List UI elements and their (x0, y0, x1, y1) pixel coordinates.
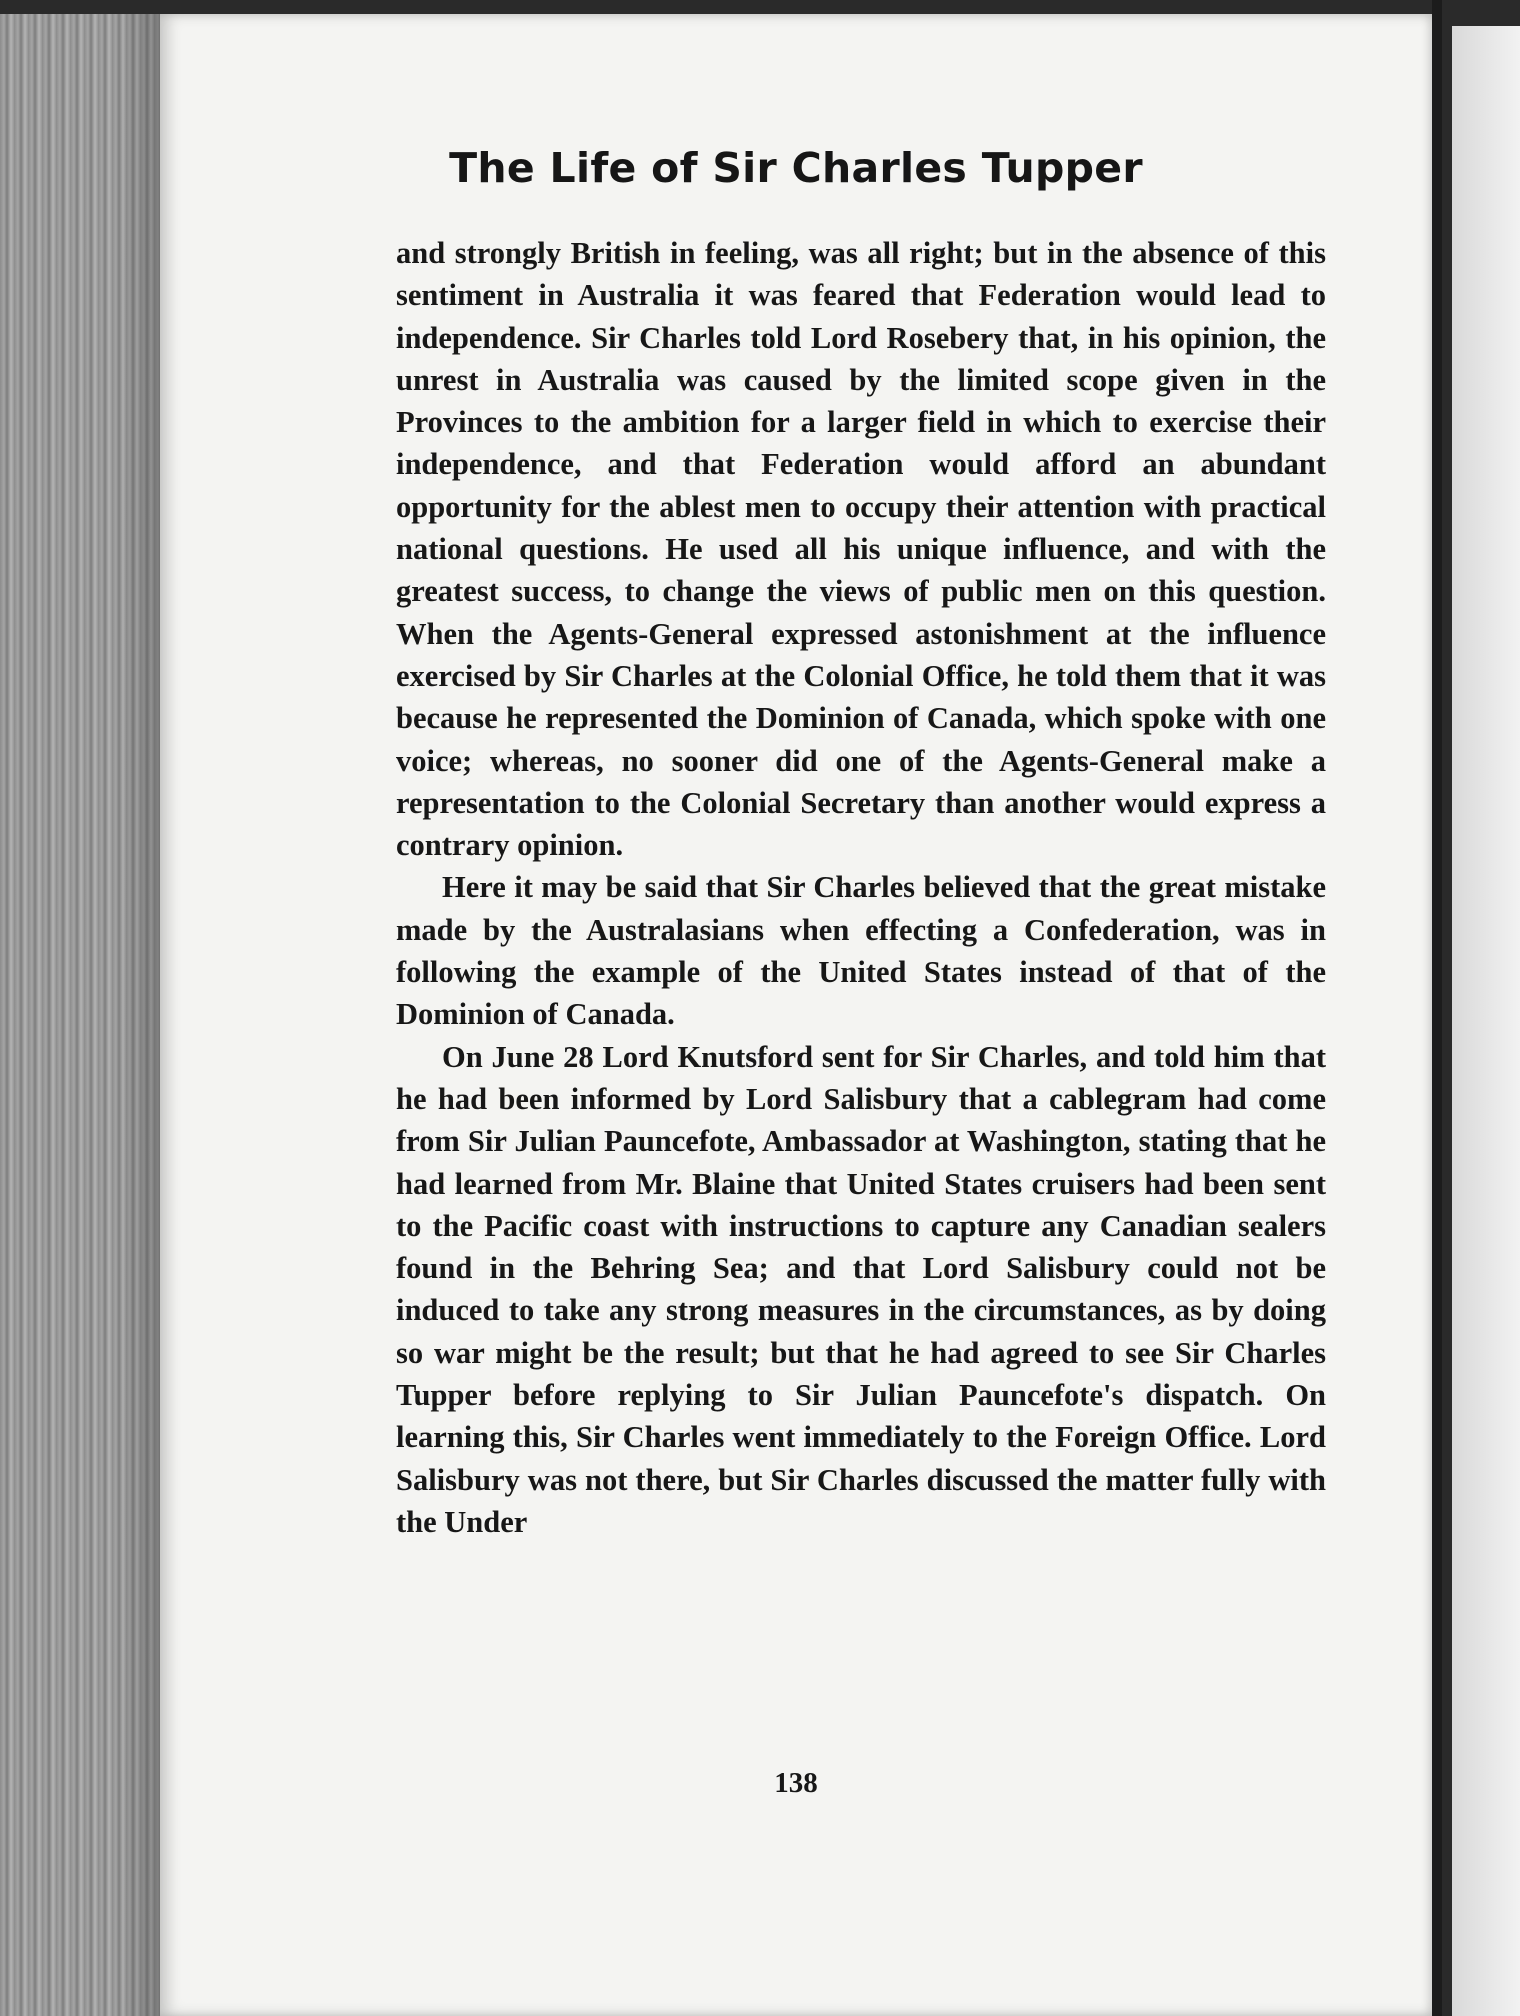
paragraph-1: and strongly British in feeling, was all right; but in the absence of this sentiment in Australia it was feared that Federation would lead to independence. Sir Charles told Lord Rosebery that, in his opinion, the unrest in Australia was caused by the limited scope given in the Provinces to the ambition for a larger field in which to exercise their independence, and that Federation would afford an abundant opportunity for the ablest men to occupy their attention with practical national questions. He used all his unique influence, and with the greatest success, to change the views of public men on this question. When the Agents-General expressed astonishment at the influence exercised by Sir Charles at the Colonial Office, he told them that it was because he represented the Dominion of Canada, which spoke with one voice; whereas, no sooner did one of the Agents-General make a representation to the Colonial Secretary than another would express a contrary opinion. (396, 236, 1326, 863)
scan-right-border (1432, 0, 1442, 2016)
paragraph-3: On June 28 Lord Knutsford sent for Sir Charles, and told him that he had been informed by Lord Salisbury that a cablegram had come from Sir Julian Pauncefote, Ambassador at Washington, stating that he had learned from Mr. Blaine that United States cruisers had been sent to the Pacific coast with instructions to capture any Canadian sealers found in the Behring Sea; and that Lord Salisbury could not be induced to take any strong measures in the circumstances, as by doing so war might be the result; but that he had agreed to see Sir Charles Tupper before replying to Sir Julian Pauncefote's dispatch. On learning this, Sir Charles went immediately to the Foreign Office. Lord Salisbury was not there, but Sir Charles discussed the matter fully with the Under (396, 1039, 1326, 1539)
facing-page-sliver (1452, 26, 1520, 2016)
page-number: 138 (774, 1767, 818, 1799)
book-page (160, 14, 1432, 2016)
paragraph-2: Here it may be said that Sir Charles believed that the great mistake made by the Australasians when effecting a Confederation, was in following the example of the United States instead of that of the Dominion of Canada. (396, 870, 1326, 1032)
gutter-shadow (118, 14, 160, 2016)
scan-top-border (0, 0, 1520, 14)
running-head: The Life of Sir Charles Tupper (449, 144, 1143, 192)
body-text (396, 232, 1326, 1543)
